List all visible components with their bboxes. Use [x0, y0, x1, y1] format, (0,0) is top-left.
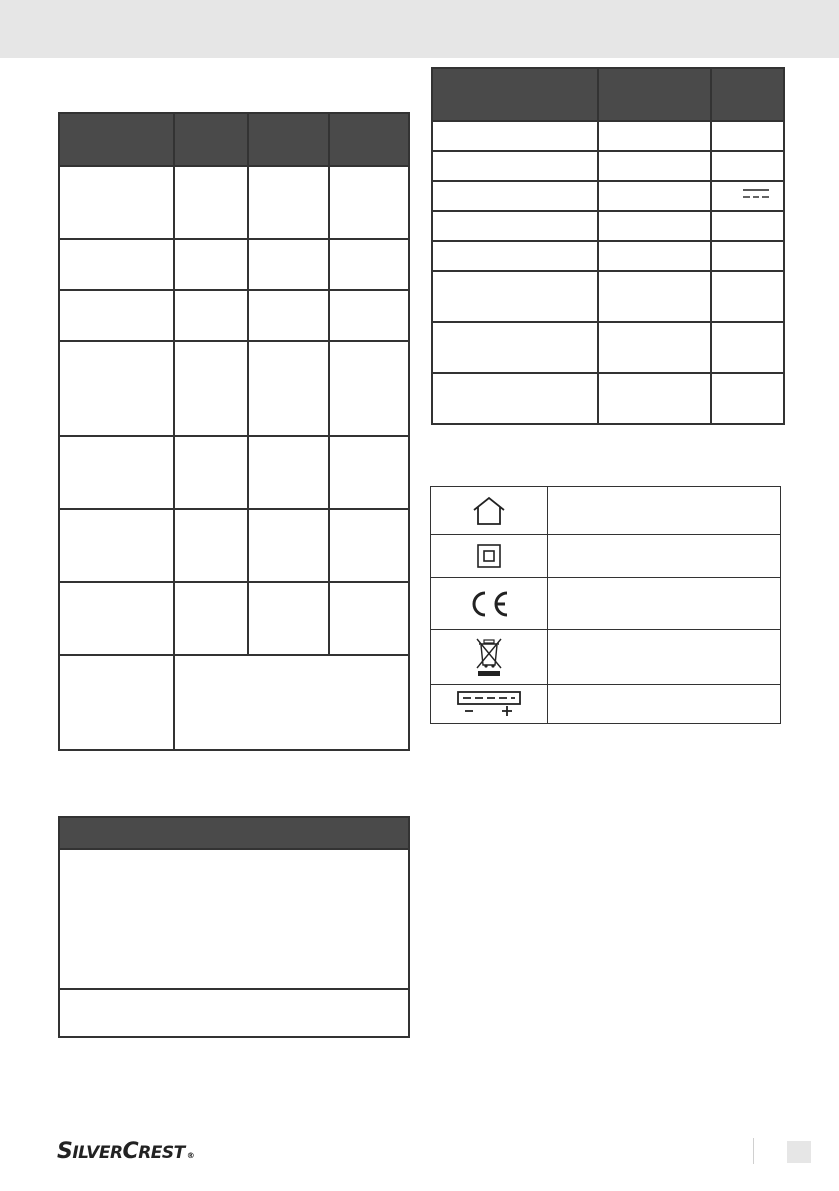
table-row — [59, 655, 409, 750]
dc-symbol-icon — [743, 188, 769, 200]
table-row — [59, 239, 409, 290]
table-row — [432, 271, 784, 322]
header-band — [0, 0, 839, 58]
table-row — [432, 121, 784, 151]
house-icon — [471, 496, 507, 526]
header-cell — [329, 113, 409, 166]
symbols-table — [430, 486, 781, 724]
table-row — [432, 241, 784, 271]
table-row — [431, 630, 781, 685]
table-row — [431, 578, 781, 630]
table-row — [432, 373, 784, 424]
crossed-bin-icon — [475, 637, 503, 677]
page-divider — [753, 1138, 754, 1164]
table-row — [432, 151, 784, 181]
header-cell — [174, 113, 248, 166]
table-row — [59, 436, 409, 509]
specifications-table — [58, 112, 410, 751]
rating-table — [431, 67, 785, 425]
table-row — [59, 166, 409, 239]
header-cell — [432, 68, 598, 121]
table-row — [59, 582, 409, 655]
page-number-box — [787, 1141, 811, 1163]
battery-polarity-icon — [456, 691, 522, 717]
table-row — [431, 487, 781, 535]
header-cell — [59, 113, 174, 166]
header-cell — [711, 68, 784, 121]
header-cell — [598, 68, 711, 121]
info-box — [58, 816, 410, 1038]
header-cell — [248, 113, 329, 166]
table-row — [432, 181, 784, 211]
table-row — [431, 535, 781, 578]
double-square-icon — [477, 544, 501, 568]
table-row — [431, 685, 781, 724]
table-row — [59, 341, 409, 436]
table-row — [59, 290, 409, 341]
info-box-body — [60, 850, 408, 990]
ce-mark-icon — [468, 590, 510, 618]
table-row — [432, 211, 784, 241]
info-box-header — [60, 818, 408, 850]
table-row — [432, 322, 784, 373]
brand-logo: S ILVER C REST ® — [57, 1139, 195, 1164]
table-row — [59, 509, 409, 582]
